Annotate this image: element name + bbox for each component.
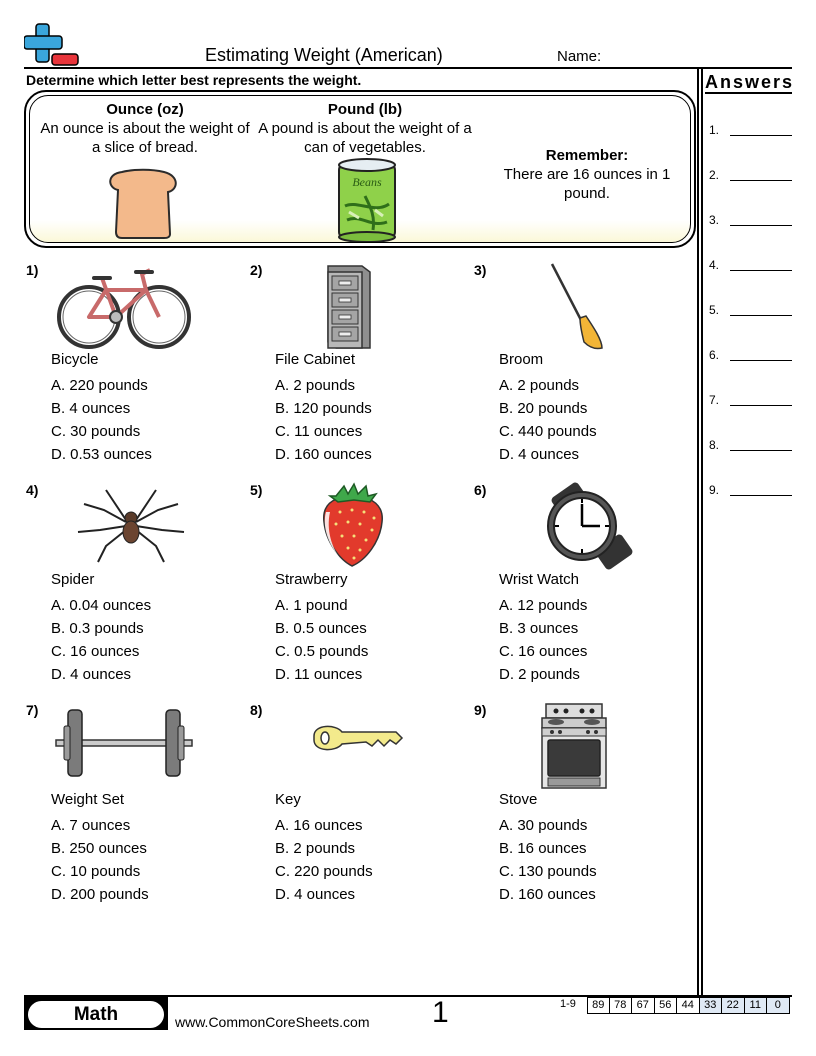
- problem-image: [278, 482, 418, 570]
- remember-text: There are 16 ounces in 1 pound.: [503, 166, 671, 202]
- answers-heading-underline: [705, 92, 792, 94]
- score-cell: 33: [700, 997, 723, 1014]
- answer-option[interactable]: C. 440 pounds: [499, 423, 597, 440]
- problem-1: [26, 262, 246, 474]
- answer-option[interactable]: B. 2 pounds: [275, 840, 356, 857]
- problem-number: 7): [26, 702, 39, 718]
- problem-item-name: Weight Set: [51, 791, 125, 808]
- plus-minus-logo-icon: [24, 22, 80, 68]
- answer-blank[interactable]: [730, 135, 792, 136]
- score-cell: 0: [767, 997, 790, 1014]
- problem-item-name: Spider: [51, 571, 95, 588]
- problem-item-name: Broom: [499, 351, 544, 368]
- answer-option[interactable]: D. 2 pounds: [499, 666, 580, 683]
- answer-option[interactable]: C. 11 ounces: [275, 423, 363, 440]
- answer-option[interactable]: C. 0.5 pounds: [275, 643, 369, 660]
- answer-option[interactable]: A. 2 pounds: [275, 377, 356, 394]
- answer-number: 4.: [709, 258, 720, 272]
- score-cell: 67: [632, 997, 655, 1014]
- problem-item-name: Bicycle: [51, 351, 99, 368]
- answer-number: 7.: [709, 393, 720, 407]
- answer-blank[interactable]: [730, 315, 792, 316]
- answer-option[interactable]: C. 16 ounces: [51, 643, 140, 660]
- answer-option[interactable]: A. 7 ounces: [51, 817, 131, 834]
- subject-label: Math: [28, 1001, 164, 1028]
- page-number: 1: [432, 996, 449, 1029]
- answer-number: 9.: [709, 483, 720, 497]
- answer-option[interactable]: B. 0.5 ounces: [275, 620, 367, 637]
- problem-2: [250, 262, 470, 474]
- answer-option[interactable]: A. 2 pounds: [499, 377, 580, 394]
- bicycle-icon: [54, 262, 194, 350]
- answer-option[interactable]: B. 120 pounds: [275, 400, 372, 417]
- remember-note: [492, 146, 682, 203]
- answer-option[interactable]: D. 4 ounces: [499, 446, 580, 463]
- answer-option[interactable]: C. 30 pounds: [51, 423, 141, 440]
- answer-option[interactable]: A. 0.04 ounces: [51, 597, 152, 614]
- answer-option[interactable]: A. 16 ounces: [275, 817, 363, 834]
- answer-option[interactable]: D. 160 ounces: [499, 886, 596, 903]
- answer-number: 6.: [709, 348, 720, 362]
- answer-option[interactable]: D. 160 ounces: [275, 446, 372, 463]
- ounce-heading: Ounce (oz): [106, 101, 184, 118]
- answer-row: [709, 393, 791, 409]
- spider-icon: [54, 482, 194, 570]
- worksheet-title: Estimating Weight (American): [205, 45, 443, 65]
- answer-blank[interactable]: [730, 495, 792, 496]
- answer-option[interactable]: D. 200 pounds: [51, 886, 149, 903]
- problem-number: 6): [474, 482, 487, 498]
- answer-column-divider-inner: [701, 67, 703, 997]
- answer-option[interactable]: C. 10 pounds: [51, 863, 141, 880]
- answer-blank[interactable]: [730, 360, 792, 361]
- answer-column-divider: [697, 67, 699, 997]
- problem-number: 3): [474, 262, 487, 278]
- problem-item-name: Key: [275, 791, 301, 808]
- problem-6: [474, 482, 694, 694]
- answer-blank[interactable]: [730, 180, 792, 181]
- score-cell: 89: [587, 997, 610, 1014]
- score-table: [587, 997, 790, 1014]
- can-label: Beans: [352, 175, 382, 189]
- problem-image: [278, 702, 418, 790]
- answer-blank[interactable]: [730, 450, 792, 451]
- key-icon: [278, 702, 418, 790]
- problem-image: [54, 702, 194, 790]
- answer-option[interactable]: B. 20 pounds: [499, 400, 588, 417]
- answer-option[interactable]: A. 12 pounds: [499, 597, 588, 614]
- answer-option[interactable]: C. 16 ounces: [499, 643, 588, 660]
- problem-number: 8): [250, 702, 263, 718]
- problem-image: [54, 262, 194, 350]
- problem-3: [474, 262, 694, 474]
- problem-7: [26, 702, 246, 914]
- answer-row: [709, 348, 791, 364]
- score-cell: 11: [745, 997, 768, 1014]
- header-divider: [24, 67, 792, 69]
- problem-item-name: Wrist Watch: [499, 571, 580, 588]
- ounce-reference: [40, 100, 250, 157]
- problem-image: [502, 702, 642, 790]
- answer-option[interactable]: B. 0.3 pounds: [51, 620, 144, 637]
- problem-item-name: Strawberry: [275, 571, 348, 588]
- instructions: Determine which letter best represents the weight.: [26, 72, 362, 88]
- answer-option[interactable]: B. 16 ounces: [499, 840, 587, 857]
- answer-option[interactable]: D. 11 ounces: [275, 666, 363, 683]
- score-cell: 56: [655, 997, 678, 1014]
- answer-row: [709, 168, 791, 184]
- score-range-label: 1-9: [560, 998, 576, 1010]
- problem-number: 4): [26, 482, 39, 498]
- problem-image: [502, 262, 642, 350]
- strawberry-icon: [278, 482, 418, 570]
- pound-reference: [255, 100, 475, 157]
- answer-number: 5.: [709, 303, 720, 317]
- file-cabinet-icon: [278, 262, 418, 350]
- answer-row: [709, 483, 791, 499]
- problem-8: [250, 702, 470, 914]
- reference-box: [24, 90, 696, 248]
- answer-option[interactable]: D. 4 ounces: [51, 666, 132, 683]
- answer-option[interactable]: A. 30 pounds: [499, 817, 588, 834]
- remember-heading: Remember:: [545, 147, 629, 164]
- problem-5: [250, 482, 470, 694]
- answer-option[interactable]: C. 220 pounds: [275, 863, 373, 880]
- answer-row: [709, 123, 791, 139]
- wrist-watch-icon: [502, 482, 642, 570]
- answer-blank[interactable]: [730, 270, 792, 271]
- bread-slice-icon: [104, 168, 180, 240]
- problem-image: [278, 262, 418, 350]
- bean-can-icon: [335, 156, 399, 243]
- problem-9: [474, 702, 694, 914]
- problem-item-name: File Cabinet: [275, 351, 356, 368]
- problem-number: 9): [474, 702, 487, 718]
- answer-option[interactable]: B. 3 ounces: [499, 620, 579, 637]
- problem-number: 1): [26, 262, 39, 278]
- answer-row: [709, 258, 791, 274]
- answer-number: 3.: [709, 213, 720, 227]
- problem-item-name: Stove: [499, 791, 538, 808]
- website-link[interactable]: www.CommonCoreSheets.com: [175, 1014, 370, 1030]
- answer-option[interactable]: D. 4 ounces: [275, 886, 356, 903]
- answer-row: [709, 213, 791, 229]
- answer-blank[interactable]: [730, 225, 792, 226]
- pound-heading: Pound (lb): [327, 101, 403, 118]
- weight-set-icon: [54, 702, 194, 790]
- answer-number: 1.: [709, 123, 720, 137]
- broom-icon: [502, 262, 642, 350]
- score-cell: 78: [610, 997, 633, 1014]
- answer-row: [709, 438, 791, 454]
- stove-icon: [502, 702, 642, 790]
- pound-description: A pound is about the weight of a can of vegetables.: [258, 120, 472, 156]
- answer-option[interactable]: B. 250 ounces: [51, 840, 147, 857]
- answer-option[interactable]: A. 1 pound: [275, 597, 348, 614]
- answer-option[interactable]: D. 0.53 ounces: [51, 446, 152, 463]
- ounce-description: An ounce is about the weight of a slice of bread.: [40, 120, 250, 156]
- answer-row: [709, 303, 791, 319]
- name-label: Name:: [557, 48, 602, 65]
- answer-number: 2.: [709, 168, 720, 182]
- problem-number: 5): [250, 482, 263, 498]
- problem-image: [54, 482, 194, 570]
- answers-heading: Answers: [705, 72, 795, 92]
- score-cell: 44: [677, 997, 700, 1014]
- problem-number: 2): [250, 262, 263, 278]
- score-cell: 22: [722, 997, 745, 1014]
- answer-blank[interactable]: [730, 405, 792, 406]
- answer-number: 8.: [709, 438, 720, 452]
- answer-option[interactable]: C. 130 pounds: [499, 863, 597, 880]
- problem-image: [502, 482, 642, 570]
- answer-option[interactable]: B. 4 ounces: [51, 400, 131, 417]
- answer-option[interactable]: A. 220 pounds: [51, 377, 148, 394]
- problem-4: [26, 482, 246, 694]
